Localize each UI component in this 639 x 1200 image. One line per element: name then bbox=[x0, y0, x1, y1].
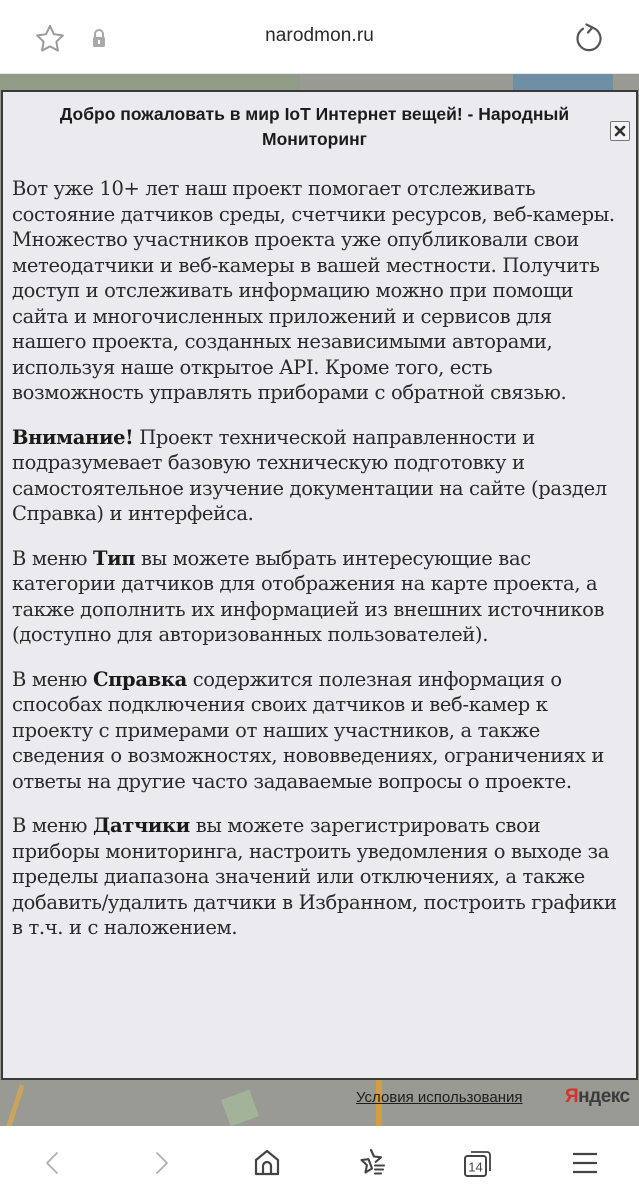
bookmarks-icon[interactable] bbox=[356, 1146, 390, 1180]
menu-icon[interactable] bbox=[568, 1146, 602, 1180]
yandex-logo[interactable]: Яндекс bbox=[565, 1086, 630, 1107]
svg-text:14: 14 bbox=[468, 1159, 483, 1175]
reload-icon[interactable] bbox=[571, 20, 607, 56]
map-park bbox=[221, 1090, 259, 1126]
map-road bbox=[4, 1084, 24, 1126]
menu-name-help: Справка bbox=[92, 667, 187, 691]
warning-paragraph: Внимание! Проект технической направленности и подразумевает базовую техническую подготовку и самостоятельное изучение документации на сайте (раздел Справка) и интерфейса. bbox=[12, 425, 607, 525]
tabs-button[interactable] bbox=[461, 1146, 499, 1180]
browser-address-bar bbox=[0, 0, 639, 74]
warning-label: Внимание! bbox=[12, 425, 134, 449]
url-text[interactable]: narodmon.ru bbox=[265, 25, 374, 46]
back-icon[interactable] bbox=[36, 1146, 70, 1180]
sensors-menu-paragraph: В меню Датчики вы можете зарегистрировать свои приборы мониторинга, настроить уведомления о выходе за пределы диапазона значений или отключениях, а также добавить/удалить датчики в Избранном, построить графики в т.ч. и с наложением. bbox=[12, 814, 617, 939]
modal-body bbox=[12, 176, 624, 960]
modal-title: Добро пожаловать в мир IoT Интернет вещей! - Народный Мониторинг bbox=[59, 104, 570, 149]
browser-bottom-bar bbox=[0, 1126, 639, 1200]
intro-paragraph: Вот уже 10+ лет наш проект помогает отслеживать состояние датчиков среды, счетчики ресурсов, веб-камеры. Множество участников проекта уже опубликовали свои метеодатчики и веб-камеры в вашей местности. Получить доступ и отслеживать информацию можно при помощи сайта и многочисленных приложений и сервисов для нашего проекта, созданных независимыми авторами, используя наше открытое API. Кроме того, есть возможность управлять приборами с обратной связью. bbox=[12, 177, 615, 404]
help-menu-paragraph: В меню Справка содержится полезная информация о способах подключения своих датчиков и веб-камер к проекту с примерами от наших участников, а также сведения о возможностях, нововведениях, ограничениях и ответы на другие часто задаваемые вопросы о проекте. bbox=[12, 667, 605, 793]
home-icon[interactable] bbox=[250, 1146, 284, 1180]
menu-name-type: Тип bbox=[92, 546, 136, 570]
welcome-modal bbox=[1, 90, 638, 1080]
menu-name-sensors: Датчики bbox=[92, 814, 190, 837]
forward-icon[interactable] bbox=[144, 1146, 178, 1180]
type-menu-paragraph: В меню Тип вы можете выбрать интересующие вас категории датчиков для отображения на карте проекта, а также дополнить их информацией из внешних источников (доступно для авторизованных пользователей). bbox=[12, 546, 605, 646]
close-icon bbox=[614, 125, 626, 137]
tabs-icon bbox=[461, 1146, 499, 1180]
terms-of-use-link[interactable]: Условия использования bbox=[356, 1089, 523, 1106]
close-button[interactable] bbox=[610, 121, 630, 141]
